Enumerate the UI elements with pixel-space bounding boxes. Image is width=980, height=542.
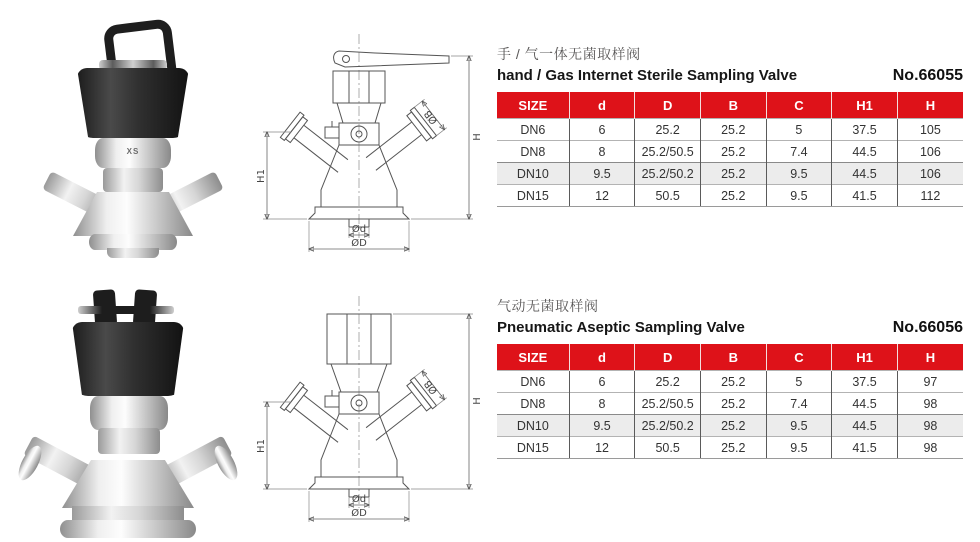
table-cell: 6 (569, 371, 635, 393)
table-cell: 25.2 (700, 393, 766, 415)
table-cell: 9.5 (766, 415, 832, 437)
table-row (497, 415, 963, 437)
dim-h1 (256, 402, 307, 489)
table-cell: 12 (569, 185, 635, 207)
table-cell: DN8 (497, 393, 569, 415)
table-cell: DN6 (497, 371, 569, 393)
dim-label-h: H (472, 133, 483, 141)
collar (95, 138, 171, 168)
table-header-row (497, 92, 963, 119)
table-cell: 8 (569, 393, 635, 415)
table-cell: 25.2 (700, 437, 766, 459)
table-cell: DN6 (497, 119, 569, 141)
table-cell: 9.5 (569, 415, 635, 437)
knurled-cap (77, 68, 189, 138)
dim-label-h1: H1 (256, 439, 267, 453)
bonnet (325, 103, 381, 145)
dim-h1 (256, 132, 307, 219)
technical-drawing-manual-valve (253, 26, 485, 262)
table-cell: 44.5 (832, 415, 898, 437)
header-cell: H (897, 92, 963, 119)
table-cell: 112 (897, 185, 963, 207)
table-cell: 6 (569, 119, 635, 141)
collar (90, 396, 168, 430)
table-cell: 5 (766, 119, 832, 141)
table-cell: 25.2 (700, 371, 766, 393)
table-cell: 9.5 (569, 163, 635, 185)
table-cell: 25.2 (635, 371, 701, 393)
header-cell: d (569, 344, 635, 371)
right-branch (360, 99, 447, 178)
table-cell: 8 (569, 141, 635, 163)
dim-d-small (349, 493, 369, 508)
table-row (497, 437, 963, 459)
base-flange (60, 520, 196, 538)
header-cell: B (700, 92, 766, 119)
header-cell: H1 (832, 92, 898, 119)
header-cell: B (700, 344, 766, 371)
table-cell: 12 (569, 437, 635, 459)
table-cell: 97 (897, 371, 963, 393)
section-hatch (359, 146, 392, 216)
header-cell: SIZE (497, 92, 569, 119)
product-section-manual (497, 44, 963, 207)
table-cell: 98 (897, 415, 963, 437)
table-row (497, 163, 963, 185)
neck (103, 168, 163, 192)
table-cell: 25.2 (700, 185, 766, 207)
spec-table-66055 (497, 92, 963, 207)
dim-h (411, 56, 483, 219)
table-row (497, 393, 963, 415)
bonnet (325, 364, 387, 414)
header-cell: C (766, 344, 832, 371)
dim-label-b: ØB (422, 377, 441, 397)
table-cell: 41.5 (832, 185, 898, 207)
table-cell: DN10 (497, 415, 569, 437)
dim-label-d-big: ØD (351, 508, 367, 519)
table-cell: 50.5 (635, 437, 701, 459)
header-cell: C (766, 92, 832, 119)
product-section-pneumatic (497, 296, 963, 459)
product-photo-manual-valve (55, 20, 215, 258)
table-cell: 44.5 (832, 393, 898, 415)
header-cell: SIZE (497, 344, 569, 371)
brand-logo: XS (126, 147, 140, 156)
dim-h (393, 314, 483, 489)
table-cell: 9.5 (766, 185, 832, 207)
table-cell: 25.2 (700, 141, 766, 163)
table-header-row (497, 344, 963, 371)
spec-table-66056 (497, 344, 963, 459)
dim-label-b: ØB (422, 107, 441, 127)
header-cell: H1 (832, 344, 898, 371)
bracket-screws (78, 306, 174, 314)
title-cn: 手 / 气一体无菌取样阀 (497, 46, 641, 62)
section-hatch (359, 416, 392, 486)
header-cell: D (635, 344, 701, 371)
table-cell: 41.5 (832, 437, 898, 459)
product-photo-pneumatic-valve (38, 288, 228, 528)
table-cell: DN15 (497, 437, 569, 459)
lever-handle (334, 51, 449, 67)
table-cell: DN15 (497, 185, 569, 207)
table-cell: 44.5 (832, 141, 898, 163)
table-cell: 106 (897, 141, 963, 163)
table-cell: 98 (897, 437, 963, 459)
table-cell: 44.5 (832, 163, 898, 185)
header-cell: d (569, 92, 635, 119)
table-cell: 50.5 (635, 185, 701, 207)
table-cell: 5 (766, 371, 832, 393)
dim-label-h1: H1 (256, 169, 267, 183)
table-cell: 37.5 (832, 371, 898, 393)
table-row (497, 371, 963, 393)
table-cell: DN10 (497, 163, 569, 185)
table-cell: 105 (897, 119, 963, 141)
table-cell: 25.2 (700, 415, 766, 437)
table-cell: 25.2 (700, 119, 766, 141)
table-row (497, 141, 963, 163)
title-en: hand / Gas Internet Sterile Sampling Valve (497, 67, 798, 84)
dim-label-d-small: Ød (351, 494, 367, 505)
table-cell: 25.2/50.5 (635, 141, 701, 163)
header-cell: D (635, 92, 701, 119)
table-cell: 9.5 (766, 437, 832, 459)
table-cell: 37.5 (832, 119, 898, 141)
table-cell: 25.2 (635, 119, 701, 141)
knurled-cap (72, 322, 184, 396)
table-cell: 25.2 (700, 163, 766, 185)
table-cell: DN8 (497, 141, 569, 163)
table-cell: 9.5 (766, 163, 832, 185)
dim-label-h: H (472, 397, 483, 405)
technical-drawing-pneumatic-valve (253, 292, 485, 532)
table-cell: 25.2/50.5 (635, 393, 701, 415)
model-number: No.66055 (892, 67, 963, 84)
title-en: Pneumatic Aseptic Sampling Valve (497, 319, 745, 336)
right-branch (360, 369, 447, 448)
table-cell: 7.4 (766, 141, 832, 163)
table-cell: 25.2/50.2 (635, 415, 701, 437)
model-number: No.66056 (892, 319, 963, 336)
table-cell: 25.2/50.2 (635, 163, 701, 185)
dim-label-d-big: ØD (351, 238, 367, 249)
base-stub (107, 248, 159, 258)
table-cell: 106 (897, 163, 963, 185)
title-cn: 气动无菌取样阀 (497, 298, 599, 314)
neck (98, 428, 160, 454)
table-row (497, 185, 963, 207)
table-row (497, 119, 963, 141)
header-cell: H (897, 344, 963, 371)
table-cell: 98 (897, 393, 963, 415)
table-cell: 7.4 (766, 393, 832, 415)
dim-label-d-small: Ød (351, 224, 367, 235)
